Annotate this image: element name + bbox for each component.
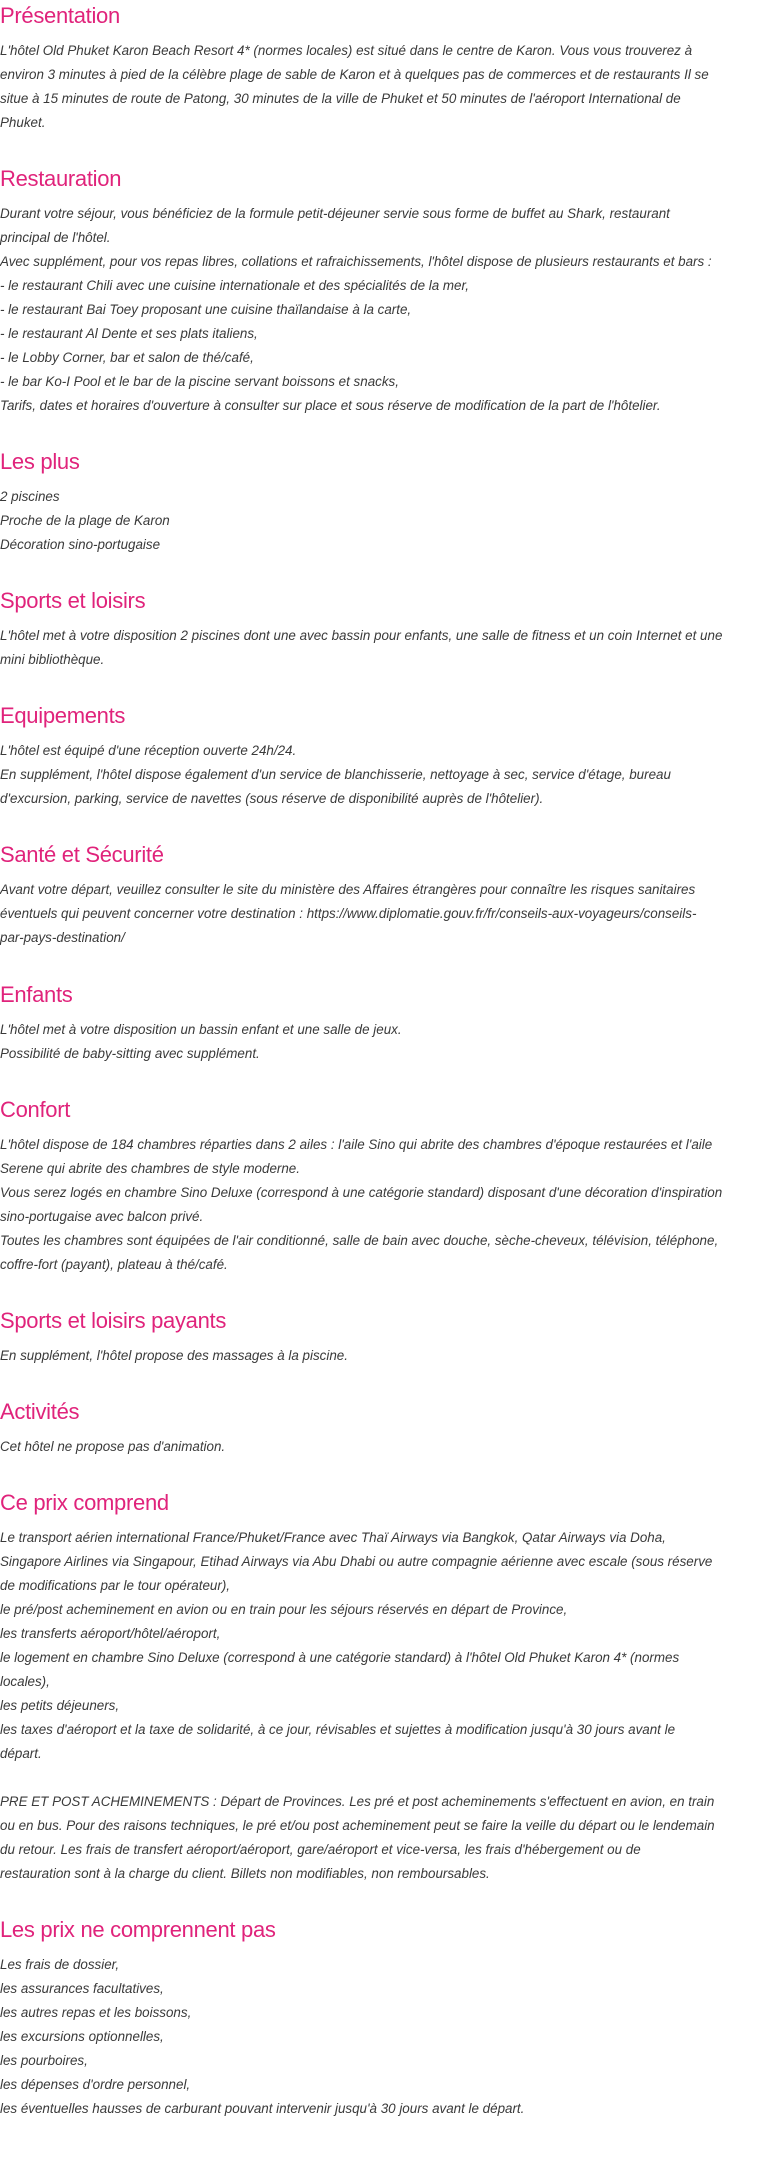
section-title: Les plus bbox=[0, 449, 80, 474]
section-les-plus bbox=[0, 448, 758, 557]
section-title: Présentation bbox=[0, 3, 120, 28]
section-body-note: PRE ET POST ACHEMINEMENTS : Départ de Provinces. Les pré et post acheminements s'effectuent en avion, en train ou en bus. Pour des raisons techniques, le pré et/ou post acheminement peut se faire la veille du départ ou le lendemain du retour. Les frais de transfert aéroport/aéroport, gare/aéroport et vice-versa, les frais d'hébergement ou de restauration sont à la charge du client. Billets non modifiables, non remboursables. bbox=[0, 1794, 715, 1881]
section-body: Avant votre départ, veuillez consulter le site du ministère des Affaires étrangères pour connaître les risques sanitaires éventuels qui peuvent concerner votre destination : https://www.diplomatie.gouv.fr/fr/conseils-aux-voyageurs/conseils- par-pays-destination/ bbox=[0, 882, 697, 945]
section-confort bbox=[0, 1096, 758, 1277]
section-sports-loisirs-payants bbox=[0, 1307, 758, 1368]
section-body: En supplément, l'hôtel propose des massages à la piscine. bbox=[0, 1348, 348, 1363]
section-body: Le transport aérien international France/Phuket/France avec Thaï Airways via Bangkok, Qatar Airways via Doha, Singapore Airlines via Singapour, Etihad Airways via Abu Dhabi ou autre compagnie aérienne avec escale (sous réserve de modifications par le tour opérateur), le pré/post acheminement en avion ou en train pour les séjours réservés en départ de Province, les transferts aéroport/hôtel/aéroport, le logement en chambre Sino Deluxe (correspond à une catégorie standard) à l'hôtel Old Phuket Karon 4* (normes locales), les petits déjeuners, les taxes d'aéroport et la taxe de solidarité, à ce jour, révisables et sujettes à modification jusqu'à 30 jours avant le départ. bbox=[0, 1530, 713, 1761]
section-body: L'hôtel dispose de 184 chambres réparties dans 2 ailes : l'aile Sino qui abrite des chambres d'époque restaurées et l'aile Serene qui abrite des chambres de style moderne. Vous serez logés en chambre Sino Deluxe (correspond à une catégorie standard) disposant d'une décoration d'inspiration sino-portugaise avec balcon privé. Toutes les chambres sont équipées de l'air conditionné, salle de bain avec douche, sèche-cheveux, télévision, téléphone, coffre-fort (payant), plateau à thé/café. bbox=[0, 1137, 723, 1272]
section-title: Ce prix comprend bbox=[0, 1490, 169, 1515]
section-title: Enfants bbox=[0, 982, 73, 1007]
section-body: 2 piscines Proche de la plage de Karon Décoration sino-portugaise bbox=[0, 489, 170, 552]
section-activites bbox=[0, 1398, 758, 1459]
section-title: Restauration bbox=[0, 166, 122, 191]
section-body: Durant votre séjour, vous bénéficiez de la formule petit-déjeuner servie sous forme de buffet au Shark, restaurant principal de l'hôtel. Avec supplément, pour vos repas libres, collations et rafraichissements, l'hôtel dispose de plusieurs restaurants et bars : - le restaurant Chili avec une cuisine internationale et des spécialités de la mer, - le restaurant Bai Toey proposant une cuisine thaïlandaise à la carte, - le restaurant Al Dente et ses plats italiens, - le Lobby Corner, bar et salon de thé/café, - le bar Ko-I Pool et le bar de la piscine servant boissons et snacks, Tarifs, dates et horaires d'ouverture à consulter sur place et sous réserve de modification de la part de l'hôtelier. bbox=[0, 206, 712, 413]
section-equipements bbox=[0, 702, 758, 811]
section-enfants bbox=[0, 981, 758, 1066]
section-title: Sports et loisirs payants bbox=[0, 1308, 227, 1333]
section-presentation bbox=[0, 2, 758, 135]
section-prix-ne-comprennent-pas bbox=[0, 1916, 758, 2121]
section-body: L'hôtel met à votre disposition un bassin enfant et une salle de jeux. Possibilité de baby-sitting avec supplément. bbox=[0, 1022, 402, 1061]
section-title: Activités bbox=[0, 1399, 80, 1424]
section-sante-securite bbox=[0, 841, 758, 950]
section-body: Les frais de dossier, les assurances facultatives, les autres repas et les boissons, les excursions optionnelles, les pourboires, les dépenses d'ordre personnel, les éventuelles hausses de carburant pouvant intervenir jusqu'à 30 jours avant le départ. bbox=[0, 1957, 525, 2116]
section-ce-prix-comprend bbox=[0, 1489, 758, 1886]
section-body: L'hôtel est équipé d'une réception ouverte 24h/24. En supplément, l'hôtel dispose également d'un service de blanchisserie, nettoyage à sec, service d'étage, bureau d'excursion, parking, service de navettes (sous réserve de disponibilité auprès de l'hôtelier). bbox=[0, 743, 671, 806]
section-restauration bbox=[0, 165, 758, 418]
section-title: Equipements bbox=[0, 703, 126, 728]
section-body: Cet hôtel ne propose pas d'animation. bbox=[0, 1439, 226, 1454]
section-title: Sports et loisirs bbox=[0, 588, 146, 613]
hotel-description-page bbox=[0, 2, 758, 2121]
section-title: Confort bbox=[0, 1097, 71, 1122]
section-title: Santé et Sécurité bbox=[0, 842, 164, 867]
section-sports-loisirs bbox=[0, 587, 758, 672]
section-body: L'hôtel met à votre disposition 2 piscines dont une avec bassin pour enfants, une salle de fitness et un coin Internet et une mini bibliothèque. bbox=[0, 628, 723, 667]
section-title: Les prix ne comprennent pas bbox=[0, 1917, 276, 1942]
section-body: L'hôtel Old Phuket Karon Beach Resort 4* (normes locales) est situé dans le centre de Karon. Vous vous trouverez à environ 3 minutes à pied de la célèbre plage de sable de Karon et à quelques pas de commerces et de restaurants Il se situe à 15 minutes de route de Patong, 30 minutes de la ville de Phuket et 50 minutes de l'aéroport International de Phuket. bbox=[0, 43, 709, 130]
